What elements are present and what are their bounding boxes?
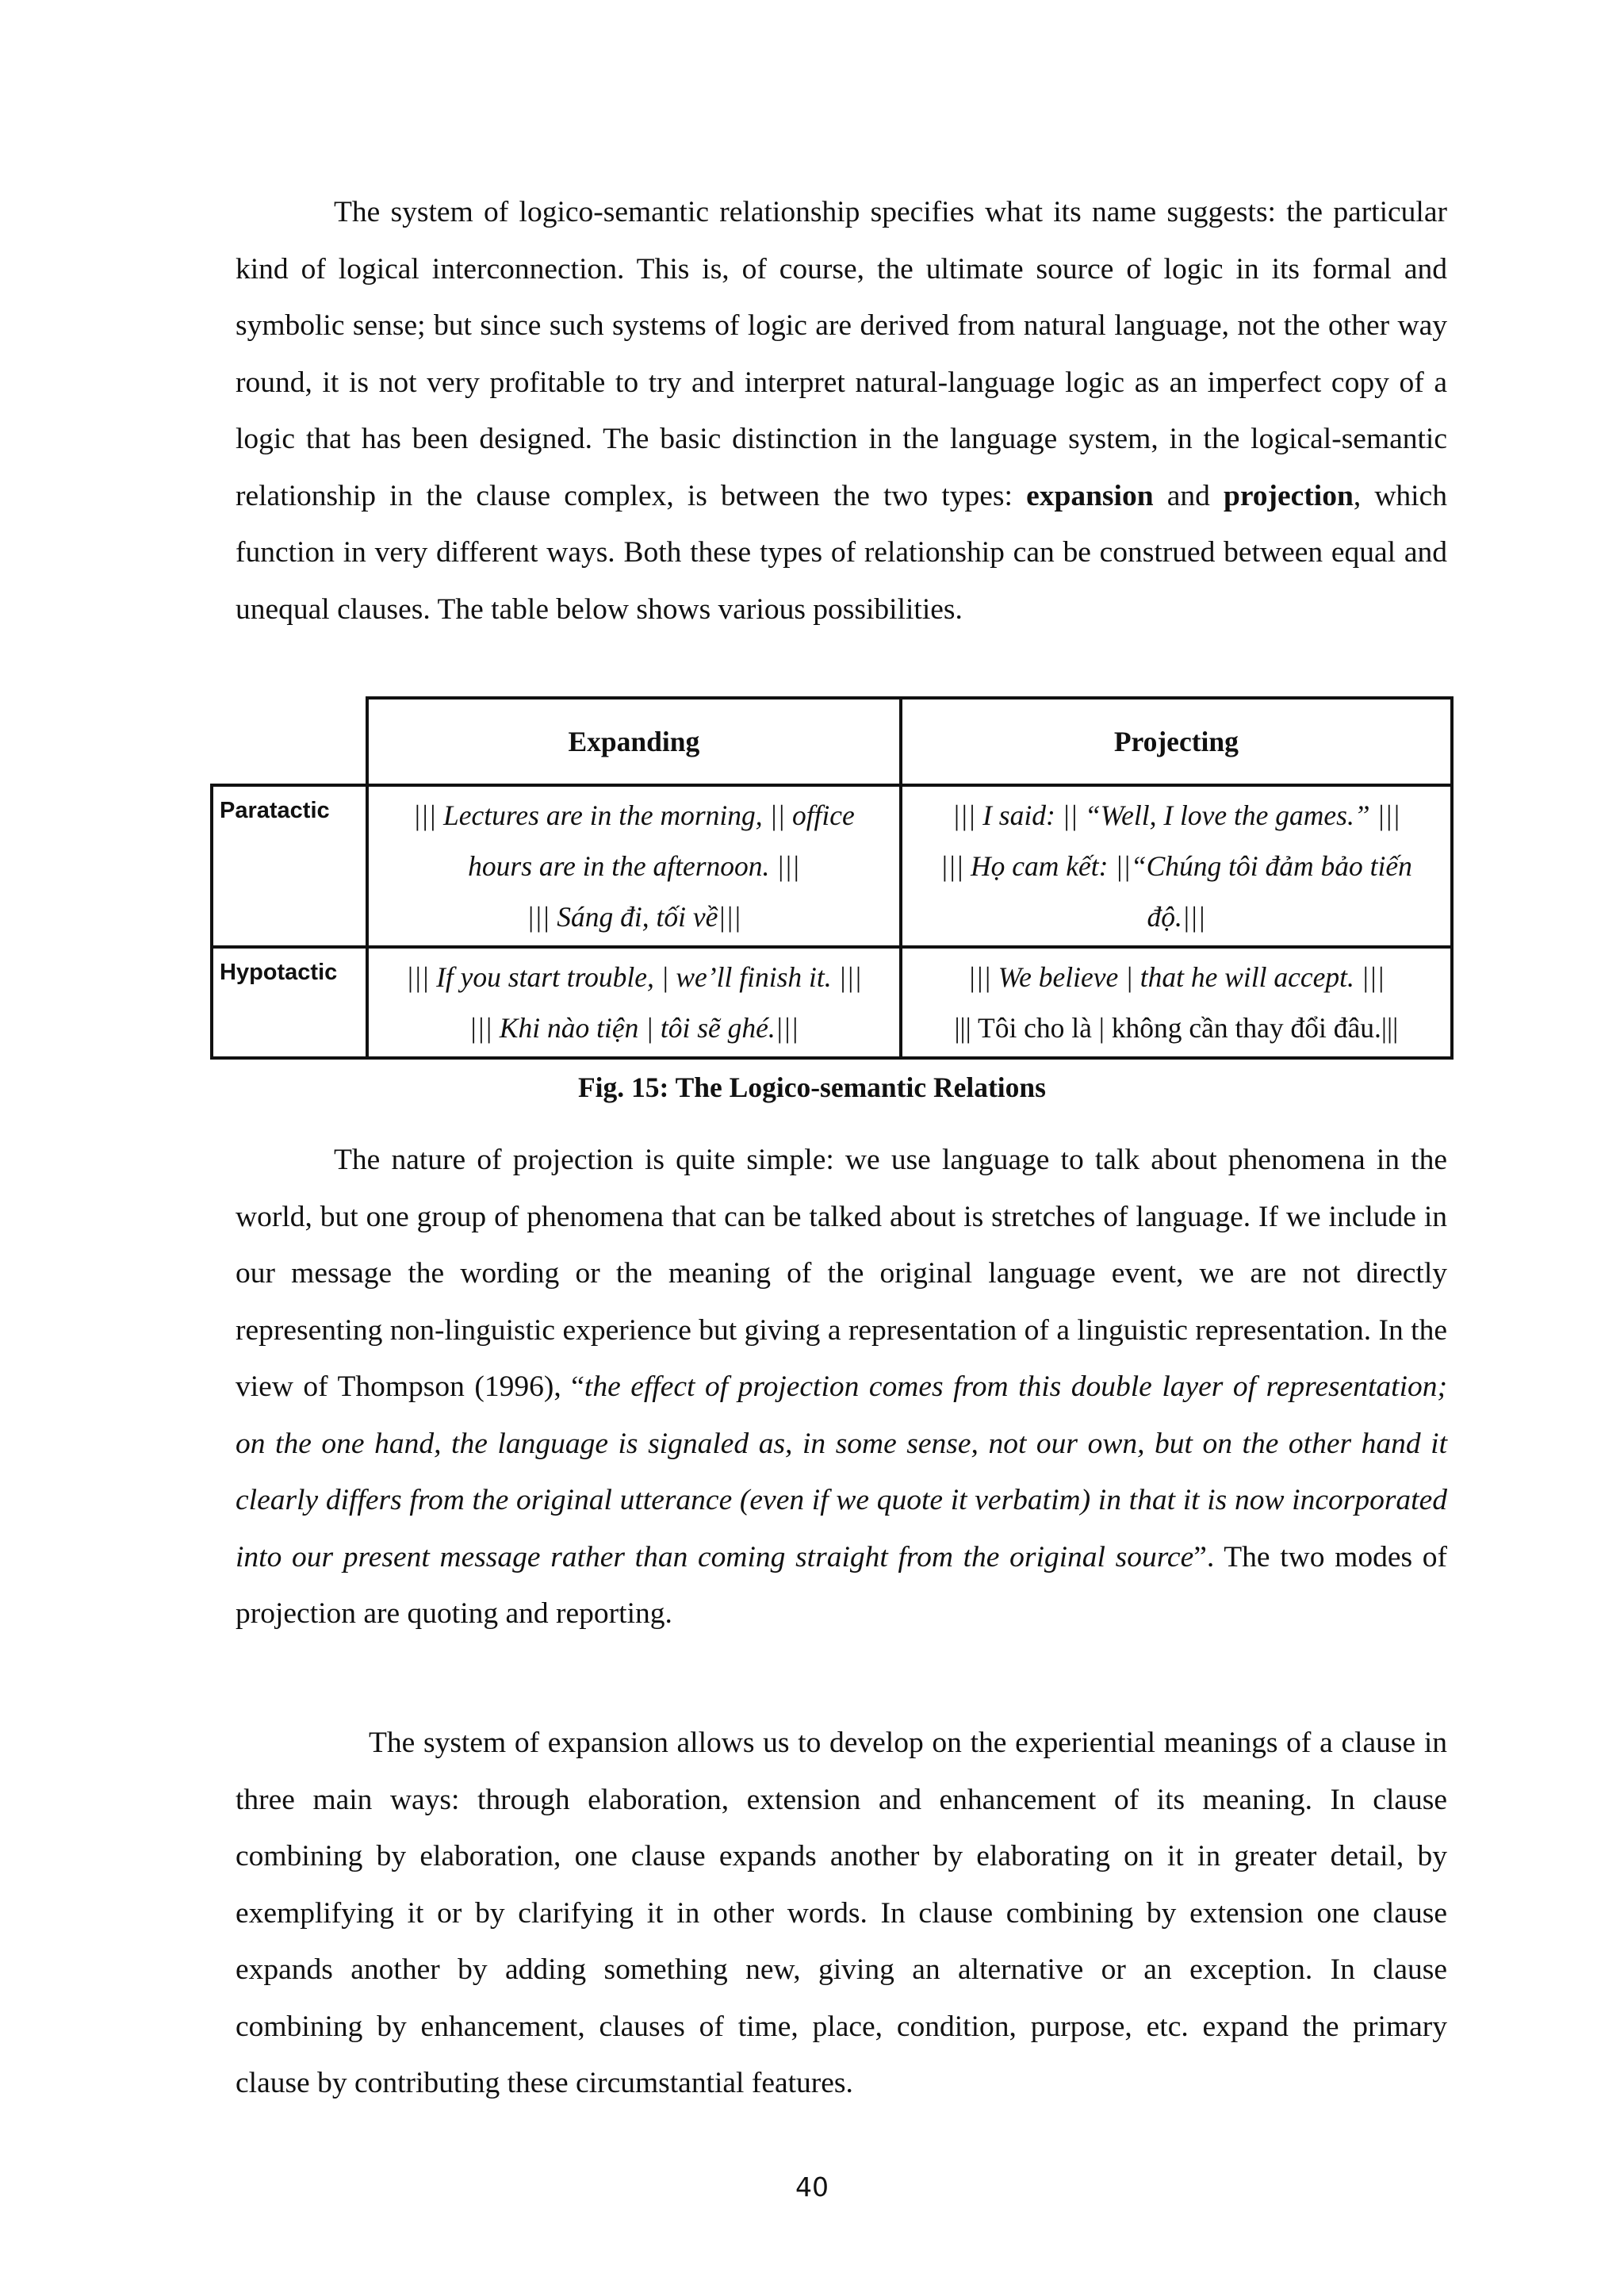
table-corner-cell (212, 698, 367, 785)
table-row (212, 947, 1452, 1058)
paratactic-expanding-cell (367, 785, 901, 947)
hypotactic-projecting-cell (901, 947, 1452, 1058)
example-line: ||| I said: || “Well, I love the games.” ||| (952, 799, 1400, 831)
projection-lead-text: The nature of projection is quite simple: we use language to talk about phenomena in the world, but one group of phenomena that can be talked about is stretches of language. If we include in our message the wording or the meaning of the original language event, we are not directly representing non-linguistic experience but giving a representation of a linguistic representation. In the view of Thompson (1996), “ (236, 1144, 1447, 1403)
example-line: ||| Lectures are in the morning, || office (412, 799, 855, 831)
table-row (212, 785, 1452, 947)
expansion-paragraph: The system of expansion allows us to develop on the experiential meanings of a clause in three main ways: through elaboration, extension and enhancement of its meaning. In clause combining by elaboration, one clause expands another by elaborating on it in greater detail, by exemplifying it or by clarifying it in other words. In clause combining by extension one clause expands another by adding something new, giving an alternative or an exception. In clause combining by enhancement, clauses of time, place, condition, purpose, etc. expand the primary clause by contributing these circumstantial features. (236, 1727, 1447, 2099)
intro-lead-text: The system of logico-semantic relationship specifies what its name suggests: the particular kind of logical interconnection. This is, of course, the ultimate source of logic in its formal and symbolic sense; but since such systems of logic are derived from natural language, not the other way round, it is not very profitable to try and interpret natural-language logic as an imperfect copy of a logic that has been designed. The basic distinction in the language system, in the logical-semantic relationship in the clause complex, is between the two types: (236, 196, 1447, 512)
term-projection: projection (1223, 479, 1354, 512)
example-line: ||| Khi nào tiện | tôi sẽ ghé.||| (469, 1012, 799, 1044)
projection-tail-text: ”. The two modes of projection are quoting and reporting. (236, 1540, 1447, 1630)
projection-paragraph (236, 1132, 1447, 1642)
table-header-row (212, 698, 1452, 785)
hypotactic-expanding-cell (367, 947, 901, 1058)
example-line: ||| Họ cam kết: ||“Chúng tôi đảm bảo tiến (940, 850, 1412, 882)
paratactic-projecting-cell (901, 785, 1452, 947)
example-line: độ.||| (1147, 901, 1206, 933)
intro-tail-text: , which function in very different ways. Both these types of relationship can be construed between equal and unequal clauses. The table below shows various possibilities. (236, 479, 1447, 626)
term-expansion: expansion (1026, 479, 1154, 512)
example-line: hours are in the afternoon. ||| (468, 850, 800, 882)
intro-paragraph (236, 184, 1447, 638)
example-line: ||| Tôi cho là | không cần thay đổi đâu.||| (954, 1012, 1399, 1044)
example-line: ||| If you start trouble, | we’ll finish it. ||| (405, 961, 862, 993)
figure-caption: Fig. 15: The Logico-semantic Relations (578, 1071, 1046, 1103)
col-header-projecting: Projecting (901, 698, 1452, 785)
example-line: ||| We believe | that he will accept. ||| (967, 961, 1385, 993)
row-header-hypotactic: Hypotactic (212, 947, 367, 1058)
intro-and-text: and (1153, 479, 1224, 512)
page-number: 40 (795, 2171, 829, 2202)
example-line: ||| Sáng đi, tối về||| (527, 901, 741, 933)
row-header-paratactic: Paratactic (212, 785, 367, 947)
col-header-expanding: Expanding (367, 698, 901, 785)
logico-semantic-table (210, 696, 1454, 1060)
thompson-quote: the effect of projection comes from this double layer of representation; on the one hand, the language is signaled as, in some sense, not our own, but on the other hand it clearly differs from the original utterance (even if we quote it verbatim) in that it is now incorporated into our present message rather than coming straight from the original source (236, 1370, 1447, 1573)
